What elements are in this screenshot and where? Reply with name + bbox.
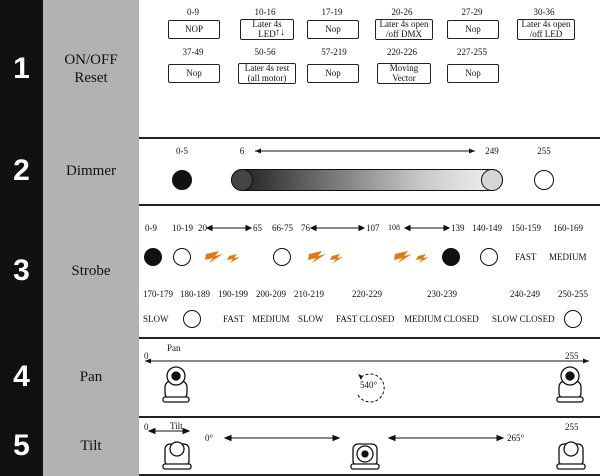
dimmer-end-circle xyxy=(481,169,503,191)
strobe-range: 180-189 xyxy=(180,289,210,299)
reset-value-box xyxy=(240,19,294,40)
dimmer-closed-circle xyxy=(172,170,192,190)
reset-range: 27-29 xyxy=(461,7,483,17)
strobe-speed: FAST xyxy=(223,314,245,324)
moving-head-icon xyxy=(557,367,583,402)
strobe-range: 170-179 xyxy=(143,289,173,299)
reset-value-box: Nop xyxy=(307,64,359,83)
strobe-range: 76 xyxy=(301,223,310,233)
tilt-degree-end: 265° xyxy=(507,433,525,443)
reset-value-box: Nop xyxy=(307,20,359,39)
reset-value-box: NOP xyxy=(168,20,220,39)
strobe-speed: SLOW xyxy=(143,314,169,324)
reset-value-box: Later 4s open /off LED xyxy=(517,19,575,40)
strobe-range: 0-9 xyxy=(145,223,157,233)
strobe-range: 108 xyxy=(388,223,400,232)
strobe-closed-circle xyxy=(442,248,460,266)
reset-content xyxy=(139,0,600,137)
row-label: ON/OFF Reset xyxy=(43,0,139,137)
strobe-range: 220-229 xyxy=(352,289,382,299)
strobe-range: 10-19 xyxy=(172,223,193,233)
strobe-speed: SLOW xyxy=(298,314,324,324)
dimmer-range: 0-5 xyxy=(176,146,188,156)
reset-value-box: Nop xyxy=(447,64,499,83)
strobe-range: 139 xyxy=(451,223,465,233)
row-label: Dimmer xyxy=(43,137,139,204)
reset-value-text: Later 4s LED xyxy=(252,19,282,39)
tilt-title: Tilt xyxy=(170,421,183,431)
strobe-range: 210-219 xyxy=(294,289,324,299)
dimmer-range: 255 xyxy=(537,146,551,156)
moving-head-icon xyxy=(163,367,189,402)
reset-value-box: Nop xyxy=(447,20,499,39)
strobe-speed: SLOW CLOSED xyxy=(492,314,555,324)
led-arrows-icon: ↑↓ xyxy=(275,26,285,38)
reset-range: 20-26 xyxy=(391,7,413,17)
row-number: 2 xyxy=(0,137,43,204)
reset-range: 30-36 xyxy=(533,7,555,17)
strobe-content xyxy=(139,204,600,339)
reset-value-box: Moving Vector xyxy=(377,63,431,84)
strobe-range: 160-169 xyxy=(553,223,583,233)
row-dimmer xyxy=(0,137,600,204)
strobe-speed: MEDIUM CLOSED xyxy=(404,314,479,324)
dimmer-range: 249 xyxy=(485,146,499,156)
dimmer-range: 6 xyxy=(239,146,245,156)
strobe-range: 66-75 xyxy=(272,223,293,233)
row-number: 1 xyxy=(0,0,43,137)
pan-end: 255 xyxy=(565,351,579,361)
strobe-open-circle xyxy=(480,248,498,266)
tilt-content xyxy=(139,416,600,476)
strobe-range: 150-159 xyxy=(511,223,541,233)
tilt-degree-start: 0° xyxy=(205,433,214,443)
row-tilt xyxy=(0,416,600,476)
strobe-open-circle xyxy=(273,248,291,266)
reset-range: 50-56 xyxy=(254,47,276,57)
strobe-range: 200-209 xyxy=(256,289,286,299)
strobe-speed: FAST xyxy=(515,252,537,262)
row-number: 4 xyxy=(0,337,43,416)
strobe-range: 20 xyxy=(198,223,207,233)
strobe-range: 107 xyxy=(366,223,380,233)
dimmer-gradient-bar xyxy=(231,169,503,191)
moving-head-icon xyxy=(557,442,585,469)
reset-range: 220-226 xyxy=(387,47,417,57)
dimmer-content xyxy=(139,137,600,206)
strobe-speed: MEDIUM xyxy=(252,314,290,324)
row-number: 5 xyxy=(0,416,43,476)
tilt-diagram xyxy=(139,418,600,474)
reset-range: 10-16 xyxy=(254,7,276,17)
pan-start: 0 xyxy=(144,351,149,361)
strobe-range: 140-149 xyxy=(472,223,502,233)
reset-range: 227-255 xyxy=(457,47,487,57)
row-strobe xyxy=(0,204,600,337)
strobe-range: 250-255 xyxy=(558,289,588,299)
row-label: Tilt xyxy=(43,416,139,476)
row-reset xyxy=(0,0,600,137)
tilt-end: 255 xyxy=(565,422,579,432)
dimmer-open-circle xyxy=(534,170,554,190)
reset-value-box: Later 4s open /off DMX xyxy=(375,19,433,40)
strobe-speed: FAST CLOSED xyxy=(336,314,395,324)
row-label: Pan xyxy=(43,337,139,416)
strobe-range: 230-239 xyxy=(427,289,457,299)
pan-diagram xyxy=(139,339,600,418)
pan-degrees: 540° xyxy=(360,380,378,390)
reset-range: 57-219 xyxy=(321,47,347,57)
moving-head-icon xyxy=(351,444,379,469)
reset-value-box: Nop xyxy=(168,64,220,83)
row-pan xyxy=(0,337,600,416)
pan-title: Pan xyxy=(167,343,181,353)
row-number: 3 xyxy=(0,204,43,337)
pan-content xyxy=(139,337,600,418)
reset-value-box: Later 4s rest (all motor) xyxy=(238,63,296,84)
row-label: Strobe xyxy=(43,204,139,337)
strobe-range: 65 xyxy=(253,223,262,233)
reset-range: 17-19 xyxy=(321,7,343,17)
reset-range: 37-49 xyxy=(182,47,204,57)
strobe-range: 190-199 xyxy=(218,289,248,299)
reset-range: 0-9 xyxy=(187,7,199,17)
strobe-range: 240-249 xyxy=(510,289,540,299)
strobe-open-circle xyxy=(183,310,201,328)
tilt-start: 0 xyxy=(144,422,149,432)
moving-head-icon xyxy=(163,442,191,469)
dimmer-start-circle xyxy=(231,169,253,191)
strobe-speed: MEDIUM xyxy=(549,252,587,262)
strobe-open-circle xyxy=(564,310,582,328)
